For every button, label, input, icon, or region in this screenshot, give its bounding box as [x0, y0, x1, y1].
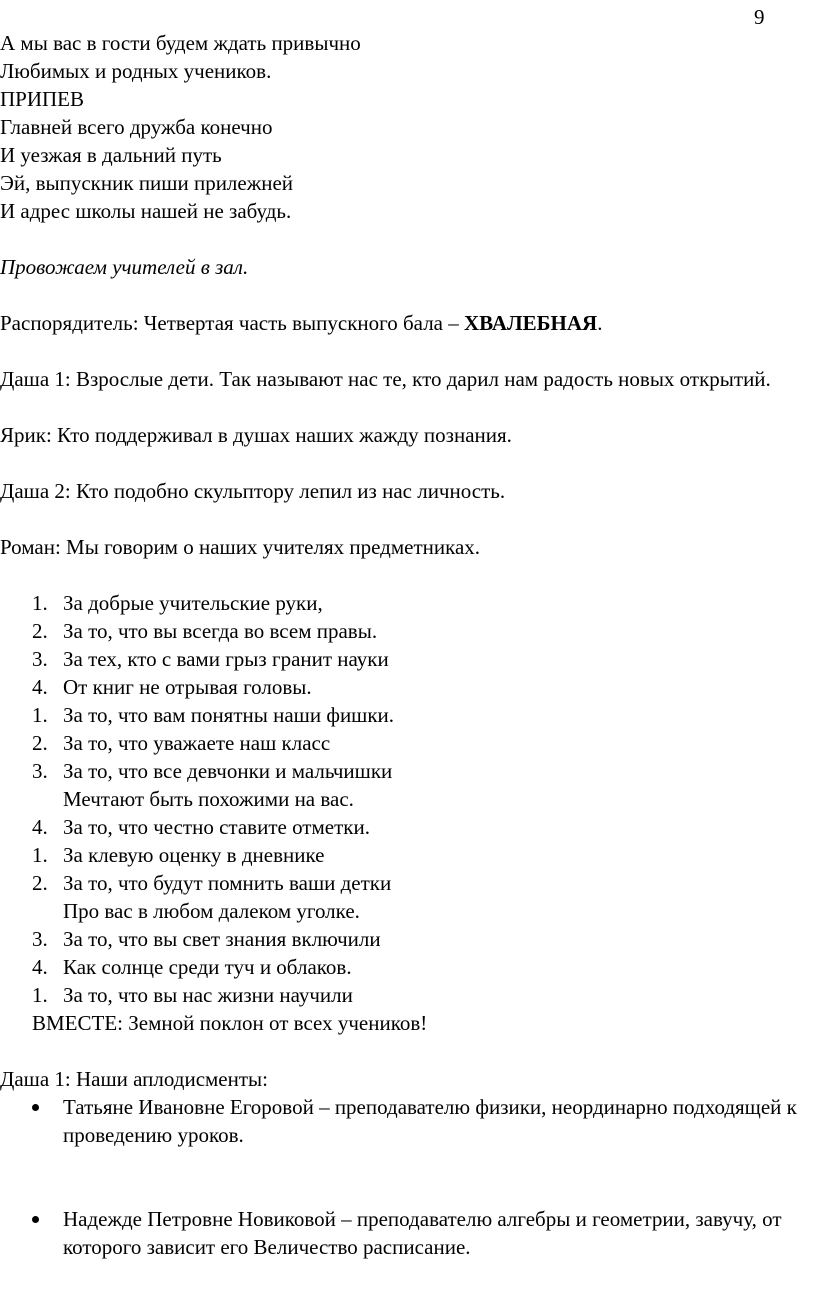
- dialogue-line: Роман: Мы говорим о наших учителях предметниках.: [0, 535, 481, 559]
- list-item: [0, 953, 800, 981]
- item-number: 4.: [32, 815, 48, 839]
- song-line: И уезжая в дальний путь: [0, 143, 222, 167]
- dialogue-line: Даша 2: Кто подобно скульптору лепил из нас личность.: [0, 479, 506, 503]
- item-text: За то, что вы всегда во всем правы.: [63, 619, 378, 643]
- song-line: И адрес школы нашей не забудь.: [0, 199, 292, 223]
- item-text: За то, что все девчонки и мальчишки: [63, 759, 393, 783]
- list-item: [0, 589, 800, 617]
- page-number: 9: [754, 5, 765, 29]
- bullet-icon: [32, 1104, 39, 1111]
- list-item: [0, 645, 800, 673]
- bullet-icon: [32, 1216, 39, 1223]
- item-number: 3.: [32, 927, 48, 951]
- bullet-item: [0, 1205, 800, 1261]
- item-text: За то, что честно ставите отметки.: [63, 815, 370, 839]
- bullet-item: [0, 1093, 800, 1149]
- list-item-continuation: Мечтают быть похожими на вас.: [63, 787, 354, 811]
- item-number: 2.: [32, 871, 48, 895]
- item-number: 3.: [32, 759, 48, 783]
- item-text: За добрые учительские руки,: [63, 591, 323, 615]
- item-text: За тех, кто с вами грыз гранит науки: [63, 647, 389, 671]
- list-item: [0, 813, 800, 841]
- item-text: От книг не отрывая головы.: [63, 675, 312, 699]
- list-item: [0, 869, 800, 897]
- poem-list: [0, 589, 800, 1009]
- section-name: ХВАЛЕБНАЯ: [464, 311, 598, 335]
- item-number: 1.: [32, 703, 48, 727]
- song-line: А мы вас в гости будем ждать привычно: [0, 31, 361, 55]
- item-text: За то, что вы свет знания включили: [63, 927, 381, 951]
- song-verse: [0, 29, 800, 225]
- list-item: [0, 701, 800, 729]
- list-item: [0, 729, 800, 757]
- item-number: 4.: [32, 955, 48, 979]
- host-text: Распорядитель: Четвертая часть выпускного бала –: [0, 311, 464, 335]
- item-number: 3.: [32, 647, 48, 671]
- item-text: За клевую оценку в дневнике: [63, 843, 325, 867]
- song-line: Эй, выпускник пиши прилежней: [0, 171, 294, 195]
- dialogue-line: Ярик: Кто поддерживал в душах наших жажду познания.: [0, 423, 512, 447]
- list-item: [0, 757, 800, 785]
- document-body: [0, 29, 800, 1261]
- item-number: 1.: [32, 591, 48, 615]
- item-number: 2.: [32, 619, 48, 643]
- list-item: [0, 673, 800, 701]
- item-text: За то, что вам понятны наши фишки.: [63, 703, 395, 727]
- list-item: [0, 841, 800, 869]
- item-number: 1.: [32, 843, 48, 867]
- list-item: [0, 981, 800, 1009]
- stage-direction: Провожаем учителей в зал.: [0, 255, 249, 279]
- host-announcement: [0, 309, 800, 337]
- item-text: За то, что уважаете наш класс: [63, 731, 331, 755]
- song-line: Любимых и родных учеников.: [0, 59, 272, 83]
- item-number: 4.: [32, 675, 48, 699]
- list-item: [0, 925, 800, 953]
- together-line: ВМЕСТЕ: Земной поклон от всех учеников!: [32, 1011, 428, 1035]
- song-line: Главней всего дружба конечно: [0, 115, 273, 139]
- item-text: За то, что будут помнить ваши детки: [63, 871, 392, 895]
- item-text: Как солнце среди туч и облаков.: [63, 955, 352, 979]
- host-end: .: [597, 311, 603, 335]
- applause-intro: Даша 1: Наши аплодисменты:: [0, 1067, 268, 1091]
- item-number: 2.: [32, 731, 48, 755]
- chorus-heading: ПРИПЕВ: [0, 87, 85, 111]
- item-text: За то, что вы нас жизни научили: [63, 983, 353, 1007]
- item-number: 1.: [32, 983, 48, 1007]
- list-item-continuation: Про вас в любом далеком уголке.: [63, 899, 360, 923]
- bullet-text: Надежде Петровне Новиковой – преподавателю алгебры и геометрии, завучу, от которого зависит его Величество расписание.: [63, 1207, 782, 1259]
- dialogue-line: Даша 1: Взрослые дети. Так называют нас те, кто дарил нам радость новых открытий.: [0, 367, 771, 391]
- bullet-text: Татьяне Ивановне Егоровой – преподавателю физики, неординарно подходящей к проведению уроков.: [63, 1095, 797, 1147]
- list-item: [0, 617, 800, 645]
